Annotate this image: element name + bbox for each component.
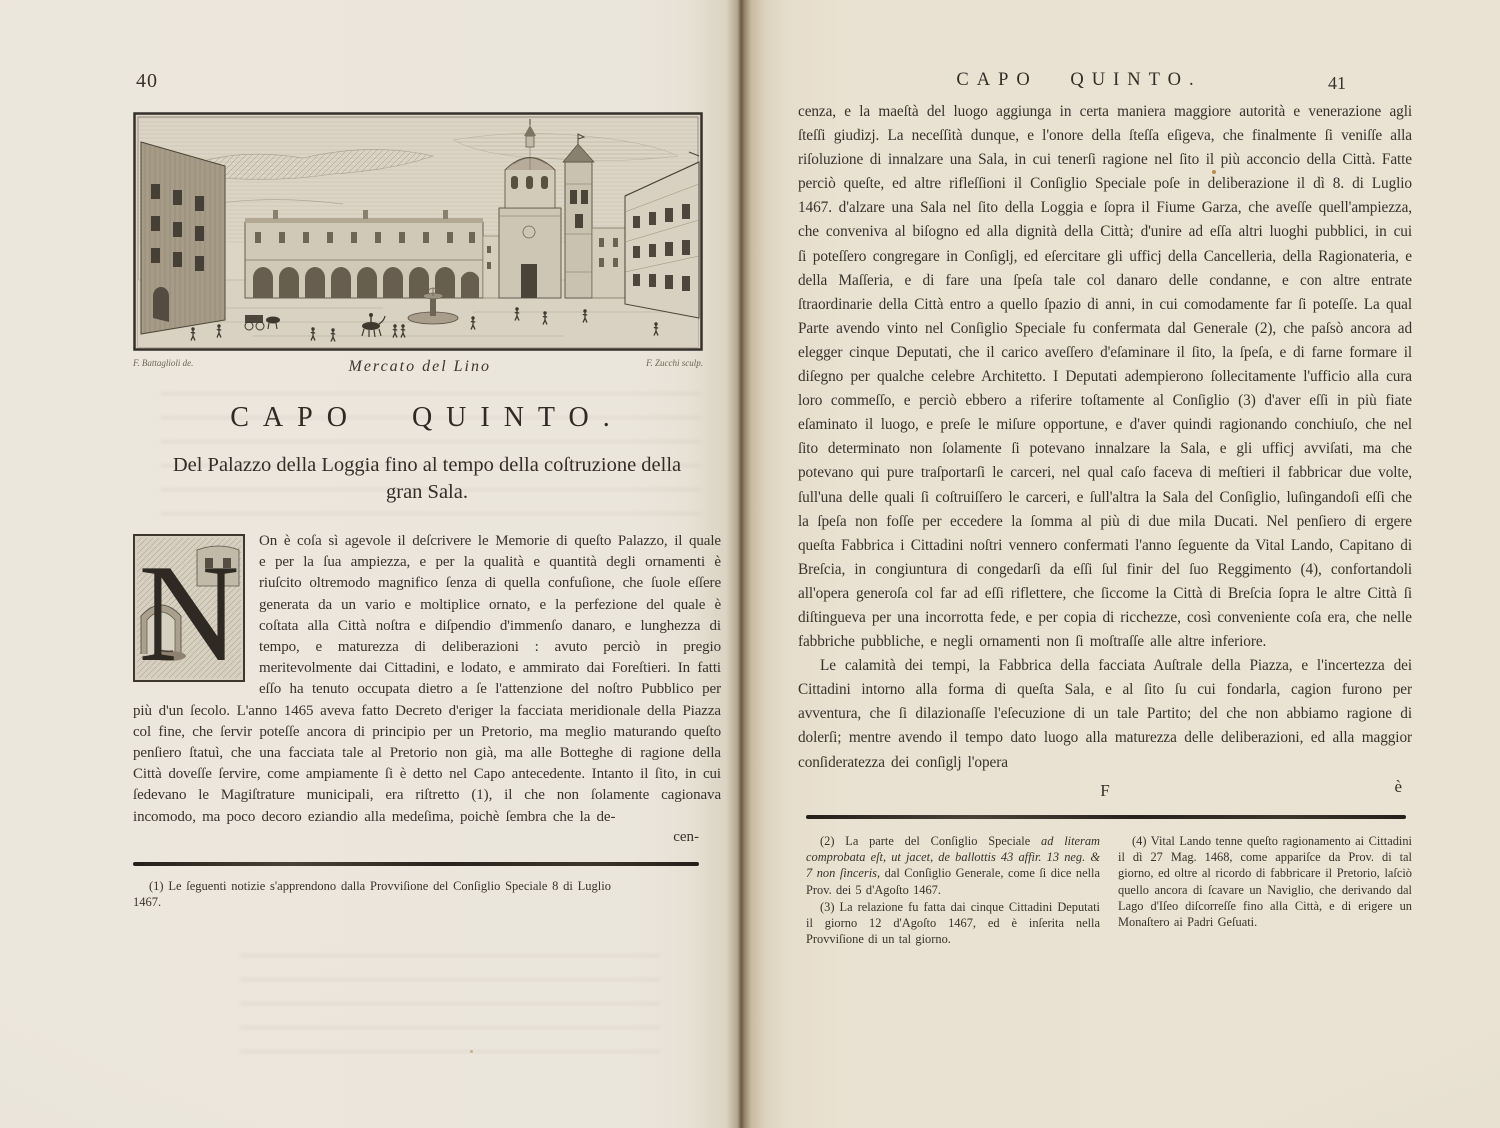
signature-mark: F bbox=[1100, 780, 1110, 800]
drop-cap-initial bbox=[133, 534, 245, 682]
left-body-text: On è coſa sì agevole il deſcrivere le Memorie di queſto Palazzo, il quale e per la ſua ampiezza, e per la qualità e quantità degli ornamenti è riuſcito oltremodo magnifico ſenza di quella confuſione, che ſuole eſſere generata da un vario e moltiplice ornato, e la perfezione del quale è coſtata alla Città noſtra e diſpendio d'immenſo danaro, e lunghezza di tempo, e maturezza di deliberazioni : avuto perciò in pregio meritevolmente dai Cittadini, e lodato, e ammirato dai Foreſtieri. In fatti eſſo ha tenuto occupata dietro a ſe l'attenzione del noſtro Pubblico per più d'un ſecolo. L'anno 1465 aveva fatto Decreto d'eriger la facciata meridionale della Piazza col fine, che ſervir poteſſe ancora di principio per un Pretorio, ma meglio maturando queſto penſiero ſtatuì, che una facciata tale al Pretorio non già, ma alle Botteghe di ragione della Città doveſſe ſervire, come ampiamente ſi è detto nel Capo antecedente. Intanto il ſito, in cui ſedevano le Magiſtrature municipali, era riſtretto (1), il che non ſolamente cagionava incomodo, ma poco decoro eziandio alla medeſima, poichè ſembra che la de- bbox=[133, 533, 721, 825]
paper-speck bbox=[470, 1050, 473, 1053]
page-number: 40 bbox=[136, 70, 158, 92]
catchword: cen- bbox=[673, 828, 699, 845]
right-body-paragraph-1: cenza, e la maeſtà del luogo aggiunga in certa maniera maggiore autorità e venerazione agli ſteſſi giudizj. La neceſſità dunque, e l'onore della ſteſſa eſigeva, che finalmente ſi veniſſe alla riſoluzione di innalzare una Sala, in cui tenerſi ragione nel ſito il più acconcio della Città. Fatte perciò queſte, ed altre rifleſſioni il Conſiglio Speciale poſe in deliberazione il dì 8. di Luglio 1467. d'alzare una Sala nel ſito della Loggia e ſopra il Fiume Garza, che aveſſe quell'ampiezza, che conveniva al biſogno ed alla dignità della Città; d'unire ad eſſa altri luoghi pubblici, in cui ſi poteſſero congregare in Conſiglj, ed eſercitare gli ufficj della Cancelleria, della Ragionateria, e della Maſſeria, e di fare una ſpeſa tale col danaro delle condanne, e con altre entrate ſtraordinarie della Città entro a quello ſpazio di anni, in cui comodamente far ſi poteſſe. La qual Parte avendo vinto nel Conſiglio Speciale fu confermata dal Generale (2), che paſsò ancora ad elegger cinque Deputati, che il carico aveſſero d'eſaminare il ſito, la ſpeſa, e di farne formare il diſegno per qualche celebre Architetto. I Deputati adempierono ſollecitamente l'ufficio alla cura loro commeſſo, e perciò ebbero a riferire toſtamente al Conſiglio (3) d'aver eſſi in più fiate eſaminato il luogo, e preſe le miſure opportune, e d'aver quindi ragionando conchiuſo, che nel ſito determinato non ſolamente ſi potevano innalzare la Sala, e gli ufficj avviſati, ma che potevano qui pure traſportarſi le carceri, nel qual caſo faceva di meſtieri il fabbricar due volte, ſull'una delle quali ſi coſtruiſſero le carceri, e ſull'altra la Sala del Conſiglio, luſingandoſi eſſi che la ſpeſa non foſſe per eccedere la ſomma al più di due mila Ducati. Nel penſiero di ergere queſta Fabbrica i Cittadini noſtri vennero confermati l'anno ſeguente da Vital Lando, Capitano di Breſcia, in congiuntura di congedarſi da eſſi ſul finir del ſuo Reggimento (4), confortandoli all'opera generoſa col far ad eſſi riflettere, che ſiccome la Città di Breſcia ſopra le altre Città ſi diſtingueva per una incorrotta fede, e per copia di ricchezze, così conveniente coſa era, che nelle fabbriche pubbliche, e negli ornamenti non ſi moſtraſſe alle altre inferiore. bbox=[798, 103, 1412, 651]
engraving-mercato-del-lino bbox=[133, 112, 703, 351]
footnote-rule bbox=[133, 862, 699, 866]
footnote-1: (1) Le ſeguenti notizie s'apprendono dalla Provviſione del Conſiglio Speciale 8 di Luglio 1467. bbox=[133, 878, 611, 910]
footnote-2-latin: ad literam comprobata eſt, ut jacet, de ballottis 43 affir. 13 neg. & 7 non ſinceris, bbox=[806, 833, 1100, 881]
footnote-3: (3) La relazione fu fatta dai cinque Cittadini Deputati il giorno 12 d'Agoſto 1467, ed è inſerita nella Provviſione di un tal giorno. bbox=[806, 899, 1100, 947]
footnotes bbox=[806, 833, 1412, 948]
running-head: CAPO QUINTO. bbox=[956, 70, 1202, 90]
engraver-credit-right: F. Zucchi sculp. bbox=[646, 358, 703, 368]
right-body-paragraph-2: Le calamità dei tempi, la Fabbrica della facciata Auſtrale della Piazza, e l'incertezza dei Cittadini intorno alla forma di queſta Sala, e al ſito ſu cui fondarla, cagion furono per avventura, che ſi dilazionaſſe l'eſecuzione di un tale Partito; del che non abbiamo ragione di dolerſi; mentre avendo il tempo dato luogo alla maturezza delle deliberazioni, ed alla maggior conſideratezza dei conſiglj l'opera bbox=[798, 657, 1412, 771]
signature-row bbox=[798, 776, 1412, 805]
engraving-left-building bbox=[141, 142, 225, 334]
footnote-2 bbox=[806, 833, 1100, 898]
catchword: è bbox=[1394, 776, 1402, 796]
drop-cap-letter: N bbox=[138, 536, 240, 682]
engraving-bell-tower bbox=[563, 134, 594, 298]
left-text-column bbox=[133, 531, 721, 911]
footnote-column-left bbox=[806, 833, 1100, 948]
engraving-arcade bbox=[245, 210, 483, 298]
footnote-2-rest: dal Conſiglio Generale, come ſi dice nella Prov. dei 5 d'Agoſto 1467. bbox=[806, 866, 1101, 897]
engraver-credit-left: F. Battaglioli de. bbox=[133, 358, 194, 368]
page-number: 41 bbox=[1328, 73, 1346, 93]
chapter-title: CAPO QUINTO. bbox=[230, 402, 624, 433]
right-page bbox=[798, 70, 1412, 948]
engraving-caption: Mercato del Lino bbox=[348, 358, 491, 375]
footnote-column-right bbox=[1118, 833, 1412, 948]
engraving-plate bbox=[133, 112, 703, 376]
drop-cap-woodcut bbox=[133, 534, 245, 682]
show-through bbox=[240, 940, 660, 1060]
footnote-4: (4) Vital Lando tenne queſto ragionamento ai Cittadini il dì 27 Mag. 1468, come appariſce da Prov. di tal giorno, ed oltre al ricordo di fabbricare il Pretorio, laſciò quello ancora di ſcavare un Naviglio, che derivando dal Lago d'Iſeo diſcorreſſe fino alla Città, e di erigere un Monaſtero ai Padri Geſuati. bbox=[1118, 833, 1412, 930]
footnote-rule bbox=[806, 815, 1406, 819]
chapter-subtitle: Del Palazzo della Loggia fino al tempo della coſtruzione della gran Sala. bbox=[172, 454, 682, 503]
engraving-street-houses bbox=[483, 236, 499, 298]
left-body-paragraph bbox=[133, 531, 721, 828]
footnote-2-lead: (2) La parte del Conſiglio Speciale bbox=[820, 833, 1042, 848]
running-head-row bbox=[798, 70, 1412, 100]
